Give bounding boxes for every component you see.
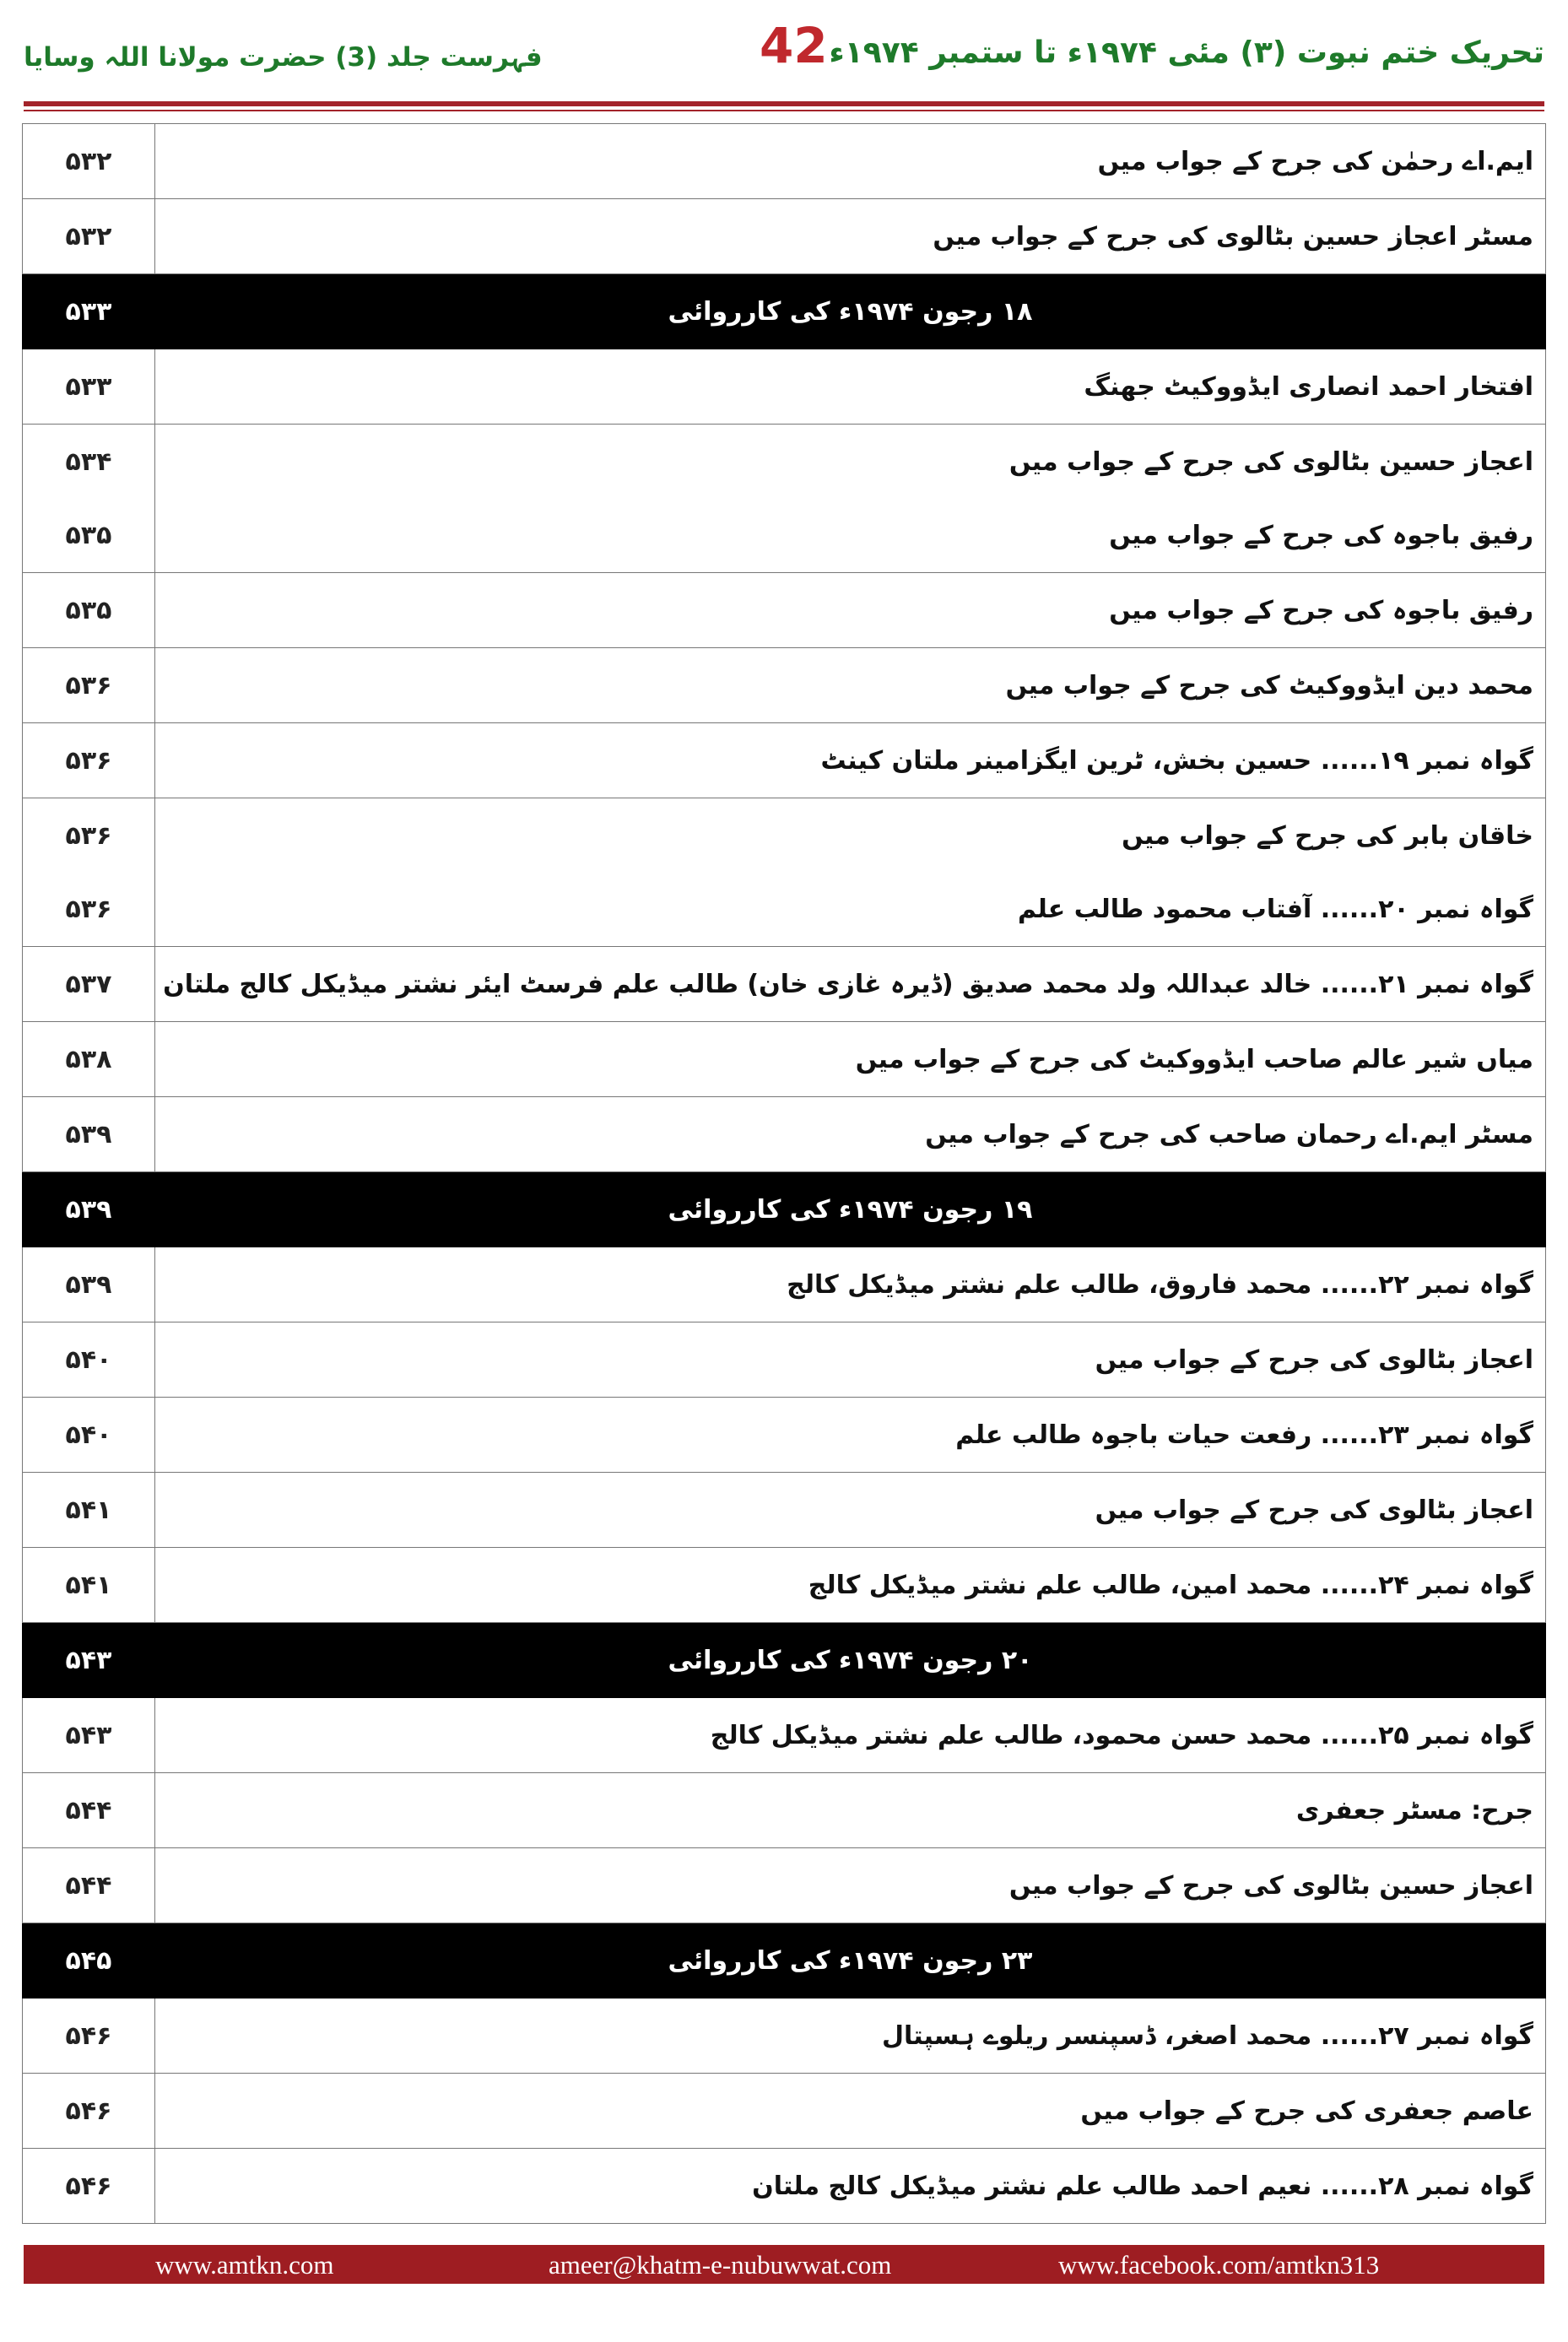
table-row [23, 798, 1546, 874]
page-ref: ۵۳۶ [23, 723, 155, 798]
page-ref: ۵۳۲ [23, 124, 155, 199]
entry-title: گواہ نمبر ۲۴...... محمد امین، طالب علم نشتر میڈیکل کالج [155, 1548, 1546, 1623]
header-divider-thin [24, 110, 1544, 111]
page-ref: ۵۳۳ [23, 274, 155, 349]
footer-facebook-link[interactable]: www.facebook.com/amtkn313 [1058, 2250, 1380, 2280]
page-ref: ۵۴۱ [23, 1548, 155, 1623]
contents-table [22, 123, 1546, 2224]
footer-email-link[interactable]: ameer@khatm-e-nubuwwat.com [549, 2250, 892, 2280]
page-ref: ۵۴۳ [23, 1623, 155, 1698]
table-row [23, 1022, 1546, 1097]
entry-title: اعجاز حسین بٹالوی کی جرح کے جواب میں [155, 1848, 1546, 1923]
page-ref: ۵۴۳ [23, 1698, 155, 1773]
page-number: 42 [760, 17, 828, 74]
footer-bar [24, 2245, 1544, 2284]
table-row [23, 1848, 1546, 1923]
entry-title: محمد دین ایڈووکیٹ کی جرح کے جواب میں [155, 648, 1546, 723]
section-heading-row [23, 1172, 1546, 1247]
table-row [23, 1322, 1546, 1398]
section-heading: ۱۸ رجون ۱۹۷۴ء کی کارروائی [155, 274, 1546, 349]
table-row [23, 499, 1546, 573]
page-ref: ۵۴۰ [23, 1398, 155, 1473]
page-ref: ۵۳۶ [23, 648, 155, 723]
table-row [23, 199, 1546, 274]
page-ref: ۵۳۶ [23, 873, 155, 947]
table-row [23, 1247, 1546, 1322]
entry-title: اعجاز بٹالوی کی جرح کے جواب میں [155, 1322, 1546, 1398]
entry-title: اعجاز بٹالوی کی جرح کے جواب میں [155, 1473, 1546, 1548]
page-ref: ۵۴۶ [23, 2149, 155, 2224]
header-divider [24, 101, 1544, 106]
table-row [23, 947, 1546, 1022]
book-title: تحریک ختم نبوت (۳) مئی ۱۹۷۴ء تا ستمبر ۱۹۷۴ء [829, 35, 1544, 70]
entry-title: گواہ نمبر ۲۸...... نعیم احمد طالب علم نشتر میڈیکل کالج ملتان [155, 2149, 1546, 2224]
page-ref: ۵۳۹ [23, 1247, 155, 1322]
page-ref: ۵۴۶ [23, 2074, 155, 2149]
section-heading-row [23, 1923, 1546, 1999]
section-heading-row [23, 1623, 1546, 1698]
table-row [23, 1548, 1546, 1623]
page-header [0, 0, 1568, 101]
entry-title: گواہ نمبر ۱۹...... حسین بخش، ٹرین ایگزامینر ملتان کینٹ [155, 723, 1546, 798]
entry-title: گواہ نمبر ۲۱...... خالد عبداللہ ولد محمد صدیق (ڈیرہ غازی خان) طالب علم فرسٹ ایئر نشتر میڈیکل کالج ملتان [155, 947, 1546, 1022]
page-ref: ۵۳۲ [23, 199, 155, 274]
entry-title: رفیق باجوہ کی جرح کے جواب میں [155, 499, 1546, 573]
page-ref: ۵۳۹ [23, 1172, 155, 1247]
section-heading: ۲۰ رجون ۱۹۷۴ء کی کارروائی [155, 1623, 1546, 1698]
page-ref: ۵۴۶ [23, 1999, 155, 2074]
page-ref: ۵۳۹ [23, 1097, 155, 1172]
section-heading: ۱۹ رجون ۱۹۷۴ء کی کارروائی [155, 1172, 1546, 1247]
section-heading-row [23, 274, 1546, 349]
table-row [23, 573, 1546, 648]
entry-title: افتخار احمد انصاری ایڈووکیٹ جھنگ [155, 349, 1546, 425]
entry-title: ایم.اے رحمٰن کی جرح کے جواب میں [155, 124, 1546, 199]
volume-index-title: فہرست جلد (3) حضرت مولانا اللہ وسایا [24, 42, 543, 73]
page-ref: ۵۴۰ [23, 1322, 155, 1398]
entry-title: جرح: مسٹر جعفری [155, 1773, 1546, 1848]
entry-title: گواہ نمبر ۲۵...... محمد حسن محمود، طالب علم نشتر میڈیکل کالج [155, 1698, 1546, 1773]
entry-title: اعجاز حسین بٹالوی کی جرح کے جواب میں [155, 425, 1546, 500]
table-row [23, 2074, 1546, 2149]
page-ref: ۵۳۷ [23, 947, 155, 1022]
entry-title: رفیق باجوہ کی جرح کے جواب میں [155, 573, 1546, 648]
table-row [23, 349, 1546, 425]
page-ref: ۵۴۴ [23, 1848, 155, 1923]
section-heading: ۲۳ رجون ۱۹۷۴ء کی کارروائی [155, 1923, 1546, 1999]
page-ref: ۵۳۳ [23, 349, 155, 425]
table-row [23, 648, 1546, 723]
page-ref: ۵۳۶ [23, 798, 155, 874]
entry-title: عاصم جعفری کی جرح کے جواب میں [155, 2074, 1546, 2149]
entry-title: گواہ نمبر ۲۳...... رفعت حیات باجوہ طالب علم [155, 1398, 1546, 1473]
table-row [23, 425, 1546, 500]
page-ref: ۵۳۵ [23, 573, 155, 648]
page-ref: ۵۳۵ [23, 499, 155, 573]
entry-title: گواہ نمبر ۲۲...... محمد فاروق، طالب علم نشتر میڈیکل کالج [155, 1247, 1546, 1322]
entry-title: گواہ نمبر ۲۰...... آفتاب محمود طالب علم [155, 873, 1546, 947]
entry-title: مسٹر ایم.اے رحمان صاحب کی جرح کے جواب میں [155, 1097, 1546, 1172]
table-row [23, 1398, 1546, 1473]
table-row [23, 723, 1546, 798]
entry-title: خاقان بابر کی جرح کے جواب میں [155, 798, 1546, 874]
entry-title: گواہ نمبر ۲۷...... محمد اصغر، ڈسپنسر ریلوے ہسپتال [155, 1999, 1546, 2074]
page-ref: ۵۳۴ [23, 425, 155, 500]
table-row [23, 1698, 1546, 1773]
footer-website-link[interactable]: www.amtkn.com [155, 2250, 334, 2280]
table-row [23, 1473, 1546, 1548]
page-ref: ۵۴۱ [23, 1473, 155, 1548]
entry-title: میاں شیر عالم صاحب ایڈووکیٹ کی جرح کے جواب میں [155, 1022, 1546, 1097]
page-ref: ۵۳۸ [23, 1022, 155, 1097]
table-row [23, 1773, 1546, 1848]
table-row [23, 1097, 1546, 1172]
table-row [23, 1999, 1546, 2074]
table-row [23, 873, 1546, 947]
table-row [23, 2149, 1546, 2224]
page-ref: ۵۴۵ [23, 1923, 155, 1999]
entry-title: مسٹر اعجاز حسین بٹالوی کی جرح کے جواب میں [155, 199, 1546, 274]
page-ref: ۵۴۴ [23, 1773, 155, 1848]
table-row [23, 124, 1546, 199]
